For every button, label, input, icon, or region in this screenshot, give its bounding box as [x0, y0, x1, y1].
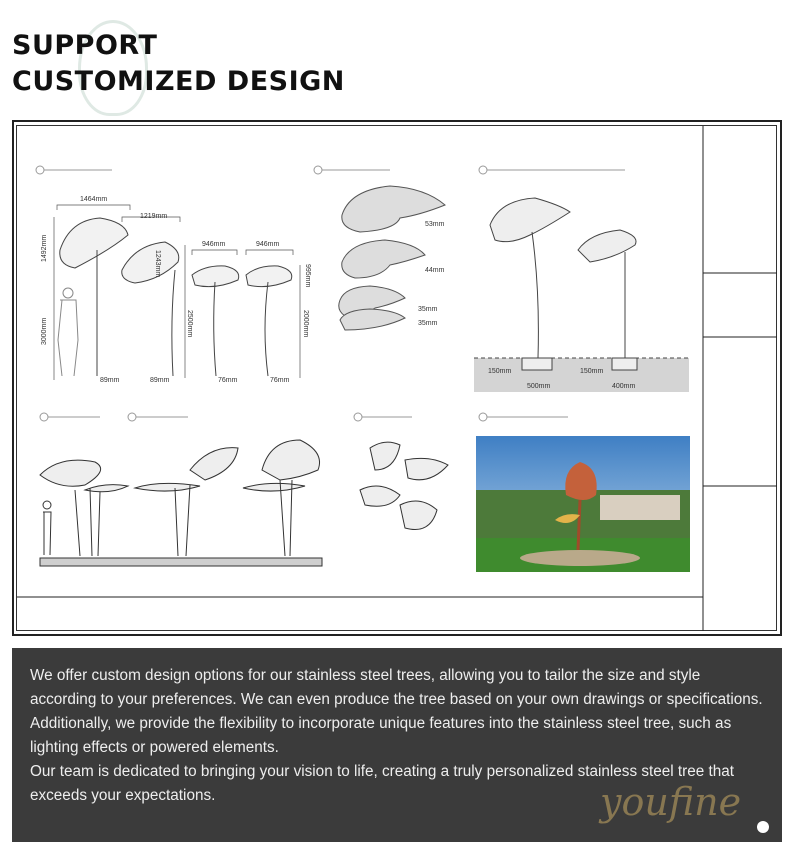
dim-label: 946mm: [202, 241, 226, 248]
dim-label: 53mm: [425, 221, 445, 228]
dim-label: 2000mm: [302, 310, 309, 338]
dim-label: 76mm: [218, 377, 238, 384]
rendered-photo: [476, 436, 690, 572]
dim-label: 89mm: [150, 377, 170, 384]
perspective-trees: [490, 198, 637, 370]
youfine-watermark: youfine: [600, 780, 742, 824]
dim-label: 2500mm: [186, 310, 193, 338]
dim-label: 3000mm: [41, 317, 48, 345]
dim-label: 35mm: [418, 306, 438, 313]
description-paragraph: Our team is dedicated to bringing your vision to life, creating a truly personalized stainless steel tree that exceeds your expectations.: [30, 763, 735, 804]
dim-label: 1219mm: [140, 213, 168, 220]
human-figure: [58, 288, 78, 376]
dim-label: 44mm: [425, 267, 445, 274]
dim-label: 150mm: [488, 368, 512, 375]
dim-label: 150mm: [580, 368, 604, 375]
description-paragraph: Additionally, we provide the flexibility to incorporate unique features into the stainless steel tree, such as lighting effects or powered elements.: [30, 715, 732, 756]
dot-indicator: [757, 821, 769, 833]
dim-label: 89mm: [100, 377, 120, 384]
dim-label: 1492mm: [41, 234, 48, 262]
dim-label: 400mm: [612, 383, 636, 390]
dim-label: 946mm: [256, 241, 280, 248]
dim-label: 1464mm: [80, 196, 108, 203]
dim-label: 76mm: [270, 377, 290, 384]
dim-label: 35mm: [418, 320, 438, 327]
page-title-line2: CUSTOMIZED DESIGN: [12, 66, 345, 97]
dim-label: 1243mm: [154, 250, 161, 278]
ground-section: [474, 358, 689, 392]
dim-label: 995mm: [304, 264, 311, 288]
page-title-line1: SUPPORT: [12, 30, 158, 61]
3d-sketches: [40, 440, 448, 566]
description-paragraph: We offer custom design options for our stainless steel trees, allowing you to tailor the size and style according to your preferences. We can even produce the tree based on your own drawings or specifications.: [30, 667, 763, 708]
dim-label: 500mm: [527, 383, 551, 390]
